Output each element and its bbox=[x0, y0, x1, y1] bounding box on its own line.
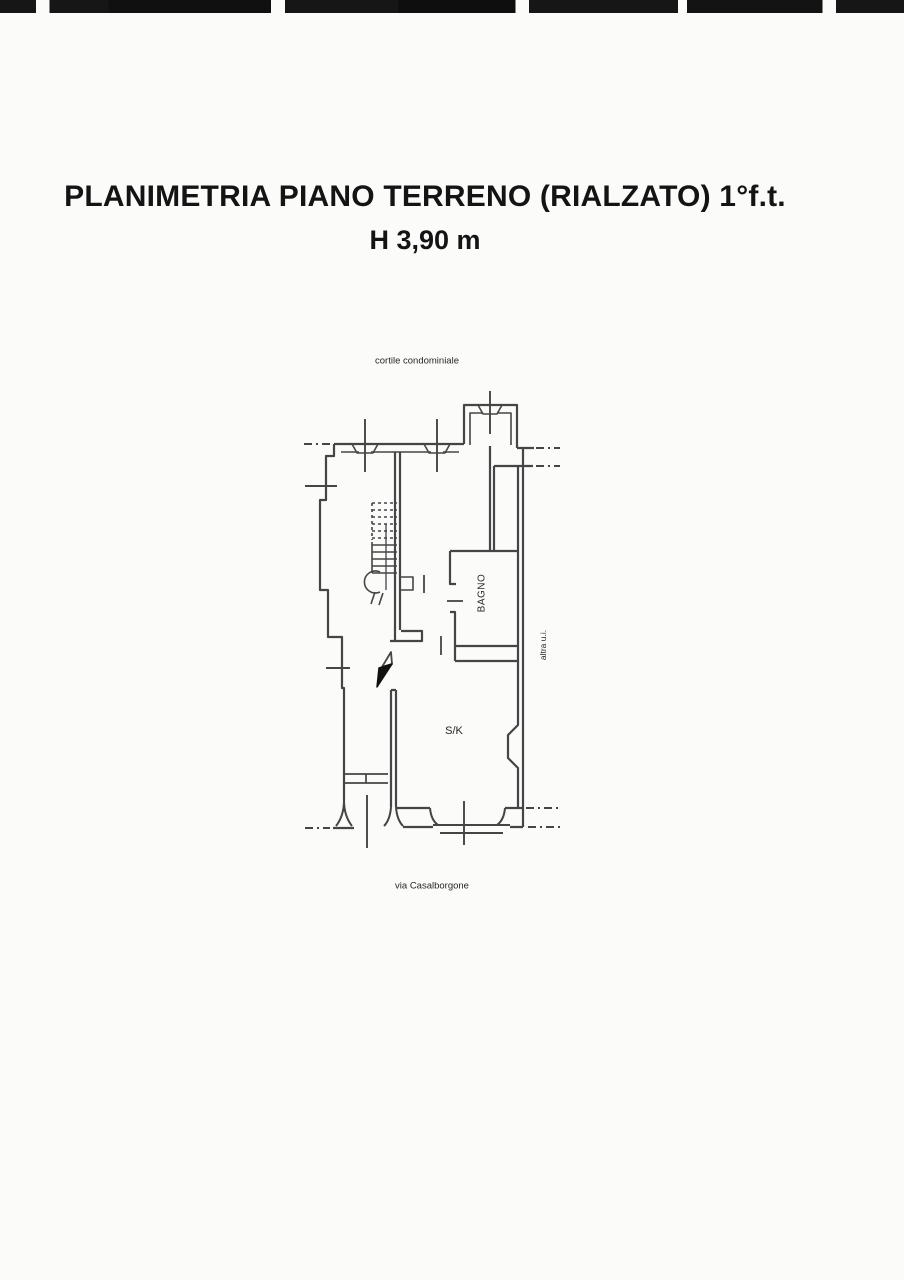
entrance-arrow bbox=[377, 652, 392, 687]
stair-winder-curve bbox=[364, 571, 380, 593]
ceiling-height-note: H 3,90 m bbox=[369, 225, 481, 255]
label-adjacent-unit: altra u.i. bbox=[538, 629, 548, 661]
label-bathroom: BAGNO bbox=[476, 573, 488, 613]
sk-room-walls bbox=[384, 690, 523, 827]
label-living-kitchen: S/K bbox=[445, 725, 463, 737]
page-title: PLANIMETRIA PIANO TERRENO (RIALZATO) 1°f.t. bbox=[64, 180, 786, 213]
label-courtyard: cortile condominiale bbox=[375, 355, 459, 367]
label-street: via Casalborgone bbox=[395, 880, 469, 892]
entrance-door-bay bbox=[430, 808, 510, 833]
door-marks bbox=[424, 575, 463, 655]
step-lines bbox=[345, 774, 388, 783]
window-ticks bbox=[305, 391, 490, 848]
outer-walls bbox=[320, 444, 534, 828]
interior-walls bbox=[390, 446, 533, 641]
staircase bbox=[364, 503, 397, 605]
